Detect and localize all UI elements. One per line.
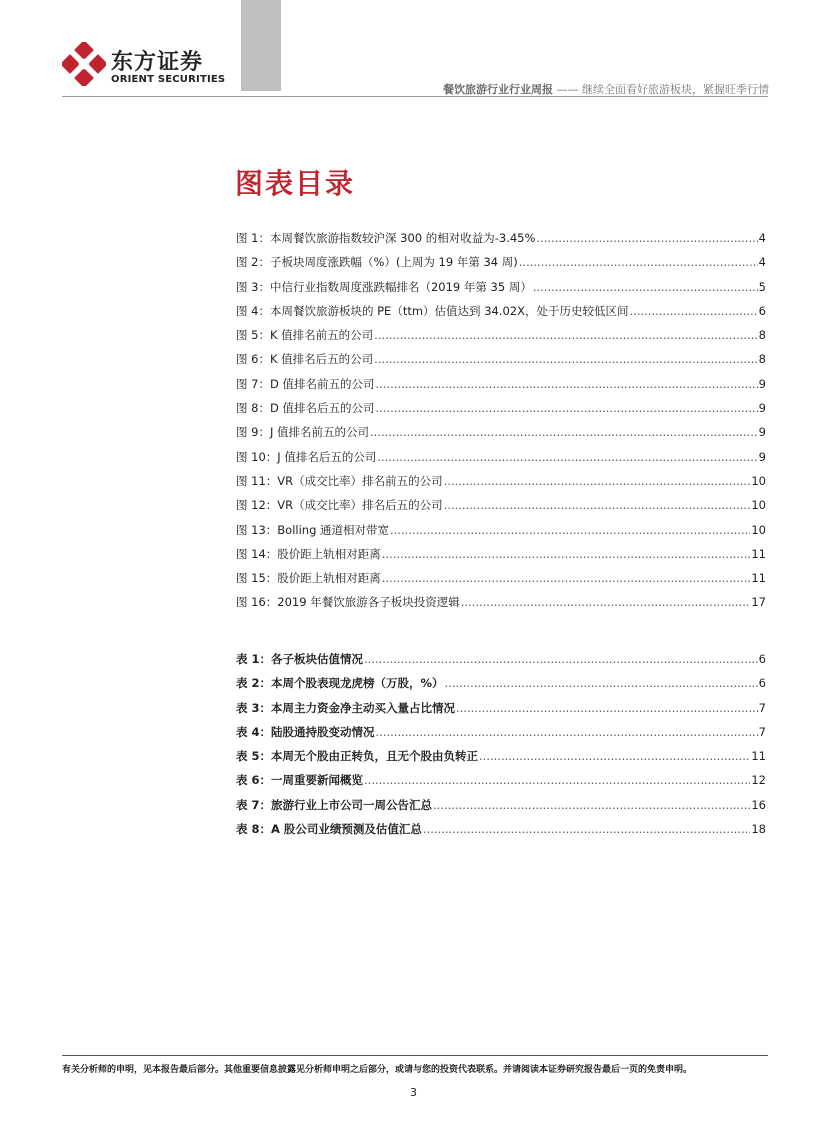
toc-figure-entry[interactable] <box>236 279 766 303</box>
logo-name-en: ORIENT SECURITIES <box>111 74 226 85</box>
toc-table-entry[interactable] <box>236 772 766 796</box>
toc-figure-entry[interactable] <box>236 497 766 521</box>
toc-title: 图表目录 <box>235 167 356 200</box>
toc-table-entry-label: 表 7：旅游行业上市公司一周公告汇总 <box>236 797 433 812</box>
toc-figure-entry[interactable] <box>236 230 766 254</box>
toc-figure-entry-label: 图 8：D 值排名后五的公司 <box>236 401 375 416</box>
toc-figure-entry-label: 图 11：VR（成交比率）排名前五的公司 <box>236 473 443 488</box>
toc-figure-entry[interactable] <box>236 522 766 546</box>
toc-table-entry-page: 7 <box>758 700 766 715</box>
dot-leader <box>382 571 751 585</box>
toc-figure-entry-page: 4 <box>758 255 766 270</box>
toc-figure-entry-label: 图 1：本周餐饮旅游指数较沪深 300 的相对收益为-3.45% <box>236 231 536 245</box>
dot-leader <box>370 425 758 439</box>
toc-table-entry-page: 6 <box>758 676 766 691</box>
toc-table-entry[interactable] <box>236 700 766 724</box>
toc-table-entry-label: 表 1：各子板块估值情况 <box>236 652 364 666</box>
toc-table-entry[interactable] <box>236 748 766 772</box>
toc-table-entry-page: 6 <box>758 652 766 666</box>
table-list <box>236 651 766 845</box>
dot-leader <box>390 523 750 537</box>
toc-table-entry[interactable] <box>236 675 766 699</box>
toc-figure-entry-page: 9 <box>758 401 766 416</box>
dot-leader <box>377 450 757 464</box>
toc-table-entry[interactable] <box>236 724 766 748</box>
orient-securities-logo-icon <box>62 42 106 86</box>
toc-figure-entry-label: 图 12：VR（成交比率）排名后五的公司 <box>236 498 443 513</box>
toc-figure-entry-label: 图 5：K 值排名前五的公司 <box>236 328 374 343</box>
toc-table-entry-label: 表 2：本周个股表现龙虎榜（万股，%） <box>236 676 444 691</box>
toc-table-entry-page: 16 <box>751 797 766 812</box>
toc-table-entry-label: 表 4：陆股通持股变动情况 <box>236 724 375 739</box>
toc-figure-entry[interactable] <box>236 473 766 497</box>
dot-leader <box>461 595 751 609</box>
toc-figure-entry-label: 图 16：2019 年餐饮旅游各子板块投资逻辑 <box>236 595 460 610</box>
dot-leader <box>364 652 758 666</box>
dot-leader <box>374 352 758 366</box>
toc-figure-entry-page: 17 <box>751 595 766 610</box>
dot-leader <box>433 798 750 812</box>
toc-figure-entry-label: 图 10：J 值排名后五的公司 <box>236 449 377 464</box>
toc-figure-entry[interactable] <box>236 376 766 400</box>
report-title: 餐饮旅游行业行业周报 <box>443 83 553 96</box>
report-subtitle: —— 继续全面看好旅游板块，紧握旺季行情 <box>556 83 769 96</box>
toc-table-entry[interactable] <box>236 797 766 821</box>
toc-figure-entry[interactable] <box>236 254 766 278</box>
header-divider <box>62 96 768 97</box>
toc-table-entry-page: 18 <box>751 822 766 837</box>
toc-table-entry[interactable] <box>236 821 766 845</box>
toc-figure-entry[interactable] <box>236 424 766 448</box>
toc-table-entry[interactable] <box>236 651 766 675</box>
toc-figure-entry[interactable] <box>236 449 766 473</box>
toc-figure-entry-label: 图 9：J 值排名前五的公司 <box>236 425 370 440</box>
dot-leader <box>536 231 757 245</box>
dot-leader <box>376 725 758 739</box>
page-number: 3 <box>410 1086 417 1099</box>
toc-figure-entry[interactable] <box>236 327 766 351</box>
toc-table-entry-label: 表 6：一周重要新闻概览 <box>236 773 364 788</box>
toc-figure-entry[interactable] <box>236 351 766 375</box>
toc-figure-entry-page: 10 <box>751 473 766 488</box>
dot-leader <box>423 822 750 836</box>
toc-figure-entry-label: 图 13：Bolling 通道相对带宽 <box>236 522 390 537</box>
toc-figure-entry[interactable] <box>236 303 766 327</box>
dot-leader <box>519 255 758 269</box>
dot-leader <box>374 328 758 342</box>
toc-figure-entry-label: 图 4：本周餐饮旅游板块的 PE（ttm）估值达到 34.02X，处于历史较低区间 <box>236 303 629 318</box>
toc-figure-entry-label: 图 15：股价距上轨相对距离 <box>236 571 381 586</box>
toc-figure-entry-page: 8 <box>758 328 766 343</box>
report-header <box>443 81 769 97</box>
dot-leader <box>445 676 758 690</box>
toc-figure-entry-page: 9 <box>758 376 766 391</box>
footer-disclaimer: 有关分析师的申明，见本报告最后部分。其他重要信息披露见分析师申明之后部分，或请与您的投资代表联系。并请阅读本证券研究报告最后一页的免责申明。 <box>62 1065 693 1075</box>
toc-table-entry-label: 表 5：本周无个股由正转负，且无个股由负转正 <box>236 749 479 764</box>
toc-figure-entry-page: 9 <box>758 425 766 440</box>
header-accent-block <box>241 0 281 91</box>
toc-figure-entry-label: 图 2：子板块周度涨跌幅（%）(上周为 19 年第 34 周) <box>236 255 518 270</box>
dot-leader <box>456 701 758 715</box>
toc-table-entry-page: 12 <box>751 773 766 788</box>
toc-figure-entry-page: 8 <box>758 352 766 367</box>
toc-figure-entry-page: 11 <box>751 571 766 586</box>
toc-figure-entry-page: 9 <box>758 449 766 464</box>
toc-figure-entry-label: 图 14：股价距上轨相对距离 <box>236 546 381 561</box>
dot-leader <box>364 773 750 787</box>
dot-leader <box>533 280 758 294</box>
toc-figure-entry-page: 10 <box>751 498 766 513</box>
toc-figure-entry-page: 4 <box>758 231 766 245</box>
dot-leader <box>375 377 757 391</box>
toc-figure-entry[interactable] <box>236 570 766 594</box>
toc-figure-entry-page: 5 <box>758 279 766 294</box>
toc-figure-entry[interactable] <box>236 594 766 618</box>
footer-divider <box>62 1055 768 1056</box>
dot-leader <box>479 749 750 763</box>
toc-figure-entry[interactable] <box>236 400 766 424</box>
toc-figure-entry-page: 11 <box>751 546 766 561</box>
toc-table-entry-label: 表 3：本周主力资金净主动买入量占比情况 <box>236 700 456 715</box>
toc-table-entry-page: 7 <box>758 724 766 739</box>
logo-name-cn: 东方证券 <box>111 50 204 75</box>
dot-leader <box>375 401 757 415</box>
dot-leader <box>382 547 751 561</box>
toc-figure-entry[interactable] <box>236 546 766 570</box>
toc-table-entry-label: 表 8：A 股公司业绩预测及估值汇总 <box>236 822 422 837</box>
figure-list <box>236 230 766 619</box>
toc-figure-entry-page: 6 <box>758 303 766 318</box>
company-logo <box>62 42 232 92</box>
toc-figure-entry-label: 图 3：中信行业指数周度涨跌幅排名（2019 年第 35 周） <box>236 279 532 294</box>
toc-figure-entry-label: 图 6：K 值排名后五的公司 <box>236 352 374 367</box>
toc-figure-entry-page: 10 <box>751 522 766 537</box>
toc-figure-entry-label: 图 7：D 值排名前五的公司 <box>236 376 375 391</box>
toc-table-entry-page: 11 <box>751 749 766 764</box>
dot-leader <box>444 474 751 488</box>
dot-leader <box>444 498 751 512</box>
dot-leader <box>630 304 758 318</box>
